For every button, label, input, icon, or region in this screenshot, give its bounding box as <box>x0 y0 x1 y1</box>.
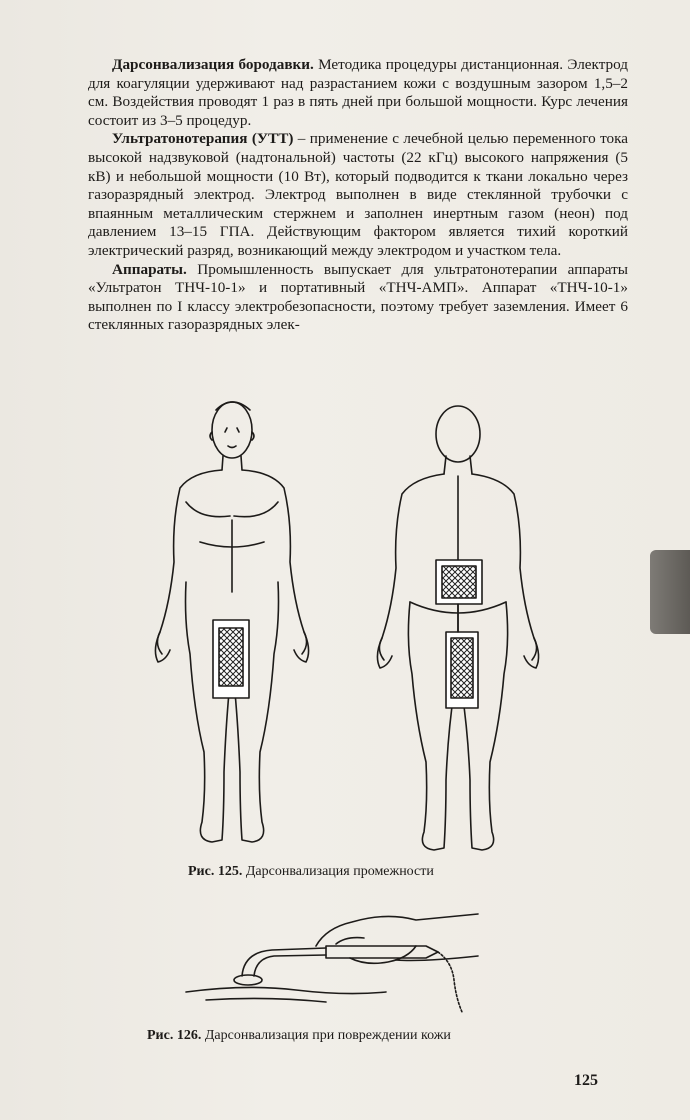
paragraph-title: Аппараты. <box>112 260 187 278</box>
paragraph-title: Дарсонвализация бородавки. <box>112 56 314 73</box>
skin-surface-icon <box>186 987 386 1002</box>
back-body-icon <box>377 406 538 850</box>
paragraph-title: Ультратонотерапия (УТТ) <box>112 130 294 148</box>
paragraph-body: Промышленность выпускает для ультратонотерапии аппараты «Ультратон ТНЧ-10-1» и портативный «ТНЧ-АМП». Аппарат «ТНЧ-10-1» выполнен по I классу электробезопасности, поэтому требует заземления. Имеет 6 стеклянных газоразрядных элек- <box>88 260 628 334</box>
figure-caption-text: Дарсонвализация при повреждении кожи <box>201 1028 451 1043</box>
paragraph-devices <box>88 261 628 335</box>
paragraph-body: – применение с лечебной целью переменного тока высокой надзвуковой (надтональной) частоты (22 кГц) высокого напряжения (5 кВ) и небольшой мощности (10 Вт), который подводится к ткани локально через газоразрядный электрод. Электрод выполнен в виде стеклянной трубочки с впаянным металлическим стержнем и заполнен инертным газом (неон) под давлением 13–15 ГПА. Действующим фактором является тихий короткий электрический разряд, возникающий между электродом и участком тела. <box>88 130 628 259</box>
page-tab-marker <box>650 550 690 634</box>
paragraph-warts <box>88 56 628 130</box>
electrode-icon <box>234 946 462 1012</box>
paragraph-body: Методика процедуры дистанционная. Электрод для коагуляции удерживают над разрастанием кожи с воздушным зазором 1,5–2 см. Воздействия проводят 1 раз в пять дней при большой мощности. Курс лечения состоит из 3–5 процедур. <box>88 56 628 129</box>
figure-125-caption <box>188 864 434 880</box>
figure-label: Рис. 126. <box>147 1028 202 1043</box>
figure-126-illustration <box>176 900 486 1020</box>
figure-caption-text: Дарсонвализация промежности <box>242 864 434 879</box>
front-body-icon <box>155 402 308 842</box>
page-number: 125 <box>574 1072 598 1089</box>
figure-label: Рис. 125. <box>188 864 243 879</box>
body-text <box>88 56 628 335</box>
figure-126-caption <box>147 1028 451 1044</box>
hand-icon <box>316 914 478 963</box>
figure-125-illustration <box>140 392 560 862</box>
paragraph-ultratonotherapy <box>88 130 628 260</box>
